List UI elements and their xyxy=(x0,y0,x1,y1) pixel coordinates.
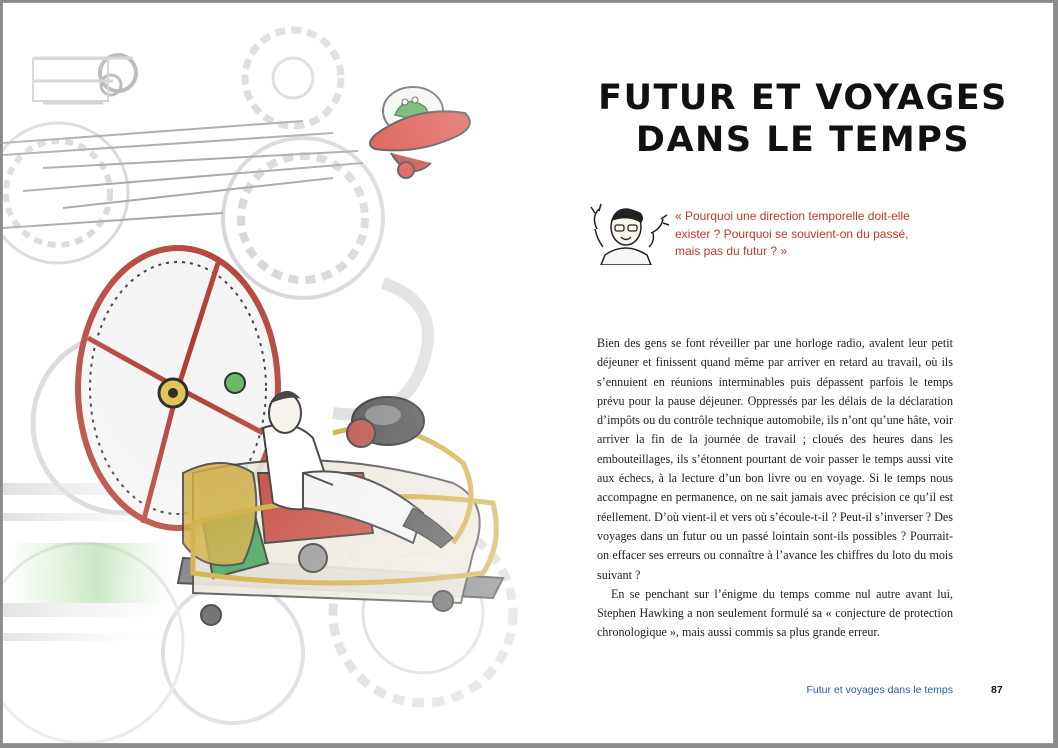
chapter-title-line-1: FUTUR ET VOYAGES xyxy=(598,78,1008,118)
chapter-title xyxy=(593,77,1013,161)
body-paragraph: En se penchant sur l’énigme du temps comme nul autre avant lui, Stephen Hawking a non seulement formulé sa « conjecture de protection chronologique », mais aussi commis sa plus grande erreur. xyxy=(597,586,953,640)
body-paragraph: Bien des gens se font réveiller par une horloge radio, avalent leur petit déjeuner et finissent quand même par arriver en retard au travail, où ils s’ennuient en réunions interminables puis dépassent parfois le temps prévu pour la pause déjeuner. Oppressés par les délais de la déclaration d’impôts ou du contrôle technique automobile, ils n’ont qu’une hâte, voir arriver la fin de la journée de travail ; cloués des heures dans les embouteillages, ils s’étonnent pourtant de voir passer le temps aussi vite aux échecs, à la lecture d’un bon livre ou en voyage. Si le temps nous accompagne en permanence, on ne sait jamais avec précision ce qu’il est réellement. D’où vient-il et vers où s’écoule-t-il ? Peut-il s’inverser ? Des voyages dans un futur ou un passé lointain sont-ils possibles ? Pourrait-on effacer ses erreurs ou connaître à l’avance les chiffres du loto du mois suivant ? xyxy=(597,336,953,582)
hawking-caricature-icon xyxy=(581,199,671,265)
time-machine-illustration xyxy=(3,3,543,744)
chapter-title-line-2: DANS LE TEMPS xyxy=(635,120,971,160)
ufo-with-alien xyxy=(370,87,470,178)
running-footer-title: Futur et voyages dans le temps xyxy=(806,684,953,696)
body-text xyxy=(597,334,953,643)
book-spread xyxy=(2,2,1054,744)
page-number: 87 xyxy=(991,684,1003,696)
epigraph-quote: « Pourquoi une direction temporelle doit-elle exister ? Pourquoi se souvient-on du passé, mais pas du futur ? » xyxy=(675,209,910,258)
